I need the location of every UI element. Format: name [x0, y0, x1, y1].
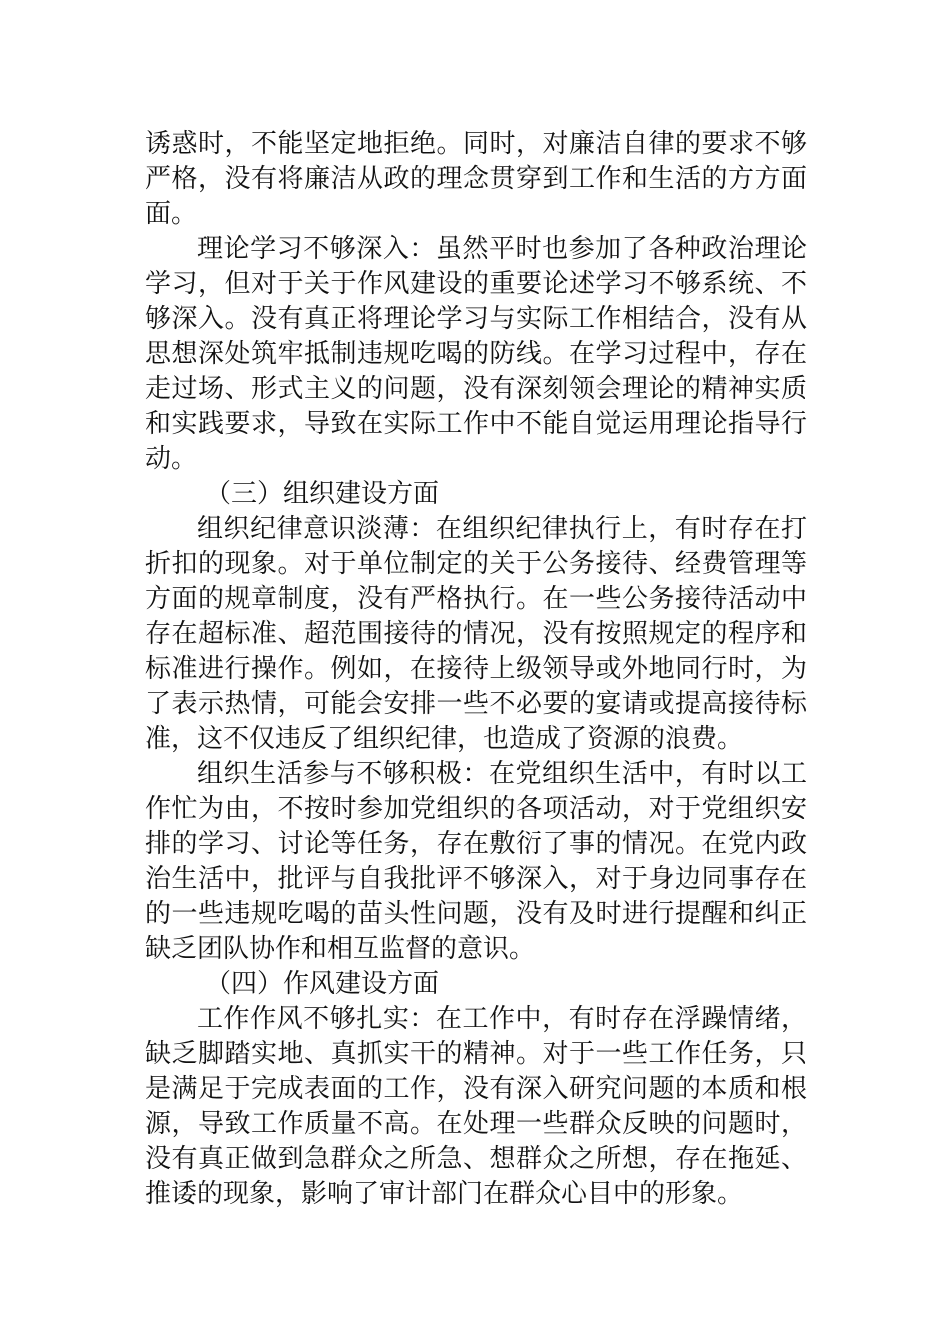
- paragraph-work-style: 工作作风不够扎实：在工作中，有时存在浮躁情绪，缺乏脚踏实地、真抓实干的精神。对于一些工作任务，只是满足于完成表面的工作，没有深入研究问题的本质和根源，导致工作质量不高。在处理一些群众反映的问题时，没有真正做到急群众之所急、想群众之所想，存在拖延、推诿的现象，影响了审计部门在群众心目中的形象。: [145, 1004, 807, 1209]
- paragraph-organizational-life: 组织生活参与不够积极：在党组织生活中，有时以工作忙为由，不按时参加党组织的各项活动，对于党组织安排的学习、讨论等任务，存在敷衍了事的情况。在党内政治生活中，批评与自我批评不够深入，对于身边同事存在的一些违规吃喝的苗头性问题，没有及时进行提醒和纠正缺乏团队协作和相互监督的意识。: [145, 759, 807, 964]
- document-body: [145, 127, 807, 1212]
- section-heading-organization: （三）组织建设方面: [205, 479, 440, 509]
- paragraph-discipline-awareness: 组织纪律意识淡薄：在组织纪律执行上，有时存在打折扣的现象。对于单位制定的关于公务接待、经费管理等方面的规章制度，没有严格执行。在一些公务接待活动中存在超标准、超范围接待的情况，没有按照规定的程序和标准进行操作。例如，在接待上级领导或外地同行时，为了表示热情，可能会安排一些不必要的宴请或提高接待标准，这不仅违反了组织纪律，也造成了资源的浪费。: [145, 514, 807, 754]
- section-heading-work-style: （四）作风建设方面: [205, 969, 440, 999]
- paragraph-continuation: 诱惑时，不能坚定地拒绝。同时，对廉洁自律的要求不够严格，没有将廉洁从政的理念贯穿到工作和生活的方方面面。: [145, 129, 807, 229]
- paragraph-theory-study: 理论学习不够深入：虽然平时也参加了各种政治理论学习，但对于关于作风建设的重要论述学习不够系统、不够深入。没有真正将理论学习与实际工作相结合，没有从思想深处筑牢抵制违规吃喝的防线。在学习过程中，存在走过场、形式主义的问题，没有深刻领会理论的精神实质和实践要求，导致在实际工作中不能自觉运用理论指导行动。: [145, 234, 807, 474]
